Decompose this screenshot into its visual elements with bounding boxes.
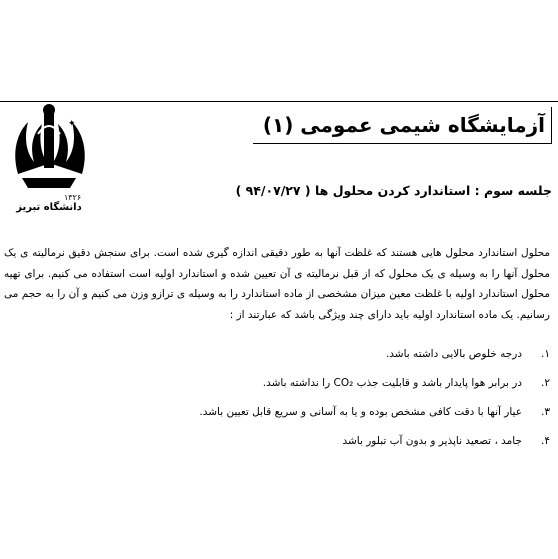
list-number: ۱.: [541, 348, 550, 360]
property-list: [20, 340, 550, 456]
list-text: عیار آنها با دقت کافی مشخص بوده و یا به آسانی و سریع قابل تعیین باشد.: [199, 406, 522, 418]
list-item: [20, 398, 550, 427]
list-text: جامد ، تصعید ناپذیر و بدون آب تبلور باشد: [342, 435, 522, 447]
list-item: [20, 427, 550, 456]
university-logo: [8, 104, 90, 222]
header-divider: [0, 101, 558, 102]
svg-text:۱۳۲۶: ۱۳۲۶: [64, 193, 82, 202]
university-name: دانشگاه تبریز: [16, 202, 82, 213]
list-text: درجه خلوص بالایی داشته باشد.: [385, 348, 522, 360]
session-heading: جلسه سوم : استاندارد کردن محلول ها ( ۹۴/۰۷/۲۷ ): [235, 183, 552, 198]
list-item: [20, 369, 550, 398]
list-number: ۳.: [541, 406, 550, 418]
list-number: ۴.: [541, 435, 550, 447]
list-item: [20, 340, 550, 369]
page-title: آزمایشگاه شیمی عمومی (۱): [253, 107, 552, 144]
intro-paragraph: محلول استاندارد محلول هایی هستند که غلظت آنها به طور دقیقی اندازه گیری شده است. برای سنجش دقیق نرمالیته ی یک محلول آنها را به وسیله ی یک محلول که از قبل نرمالیته ی آن تعیین شده و استاندارد اولیه است استفاده می کنیم. برای تهیه محلول استاندارد اولیه با غلظت معین میزان مشخصی از ماده استاندارد را به وسیله ی ترازو وزن می کنیم و آن را به حجم می رسانیم. یک ماده استاندارد اولیه باید دارای چند ویژگی باشد که عبارتند از :: [4, 247, 550, 321]
list-number: ۲.: [541, 377, 550, 389]
university-emblem-icon: [8, 104, 90, 204]
svg-text:✦: ✦: [68, 119, 76, 129]
list-text: در برابر هوا پایدار باشد و قابلیت جذب CO₂ را نداشته باشد.: [262, 377, 522, 389]
